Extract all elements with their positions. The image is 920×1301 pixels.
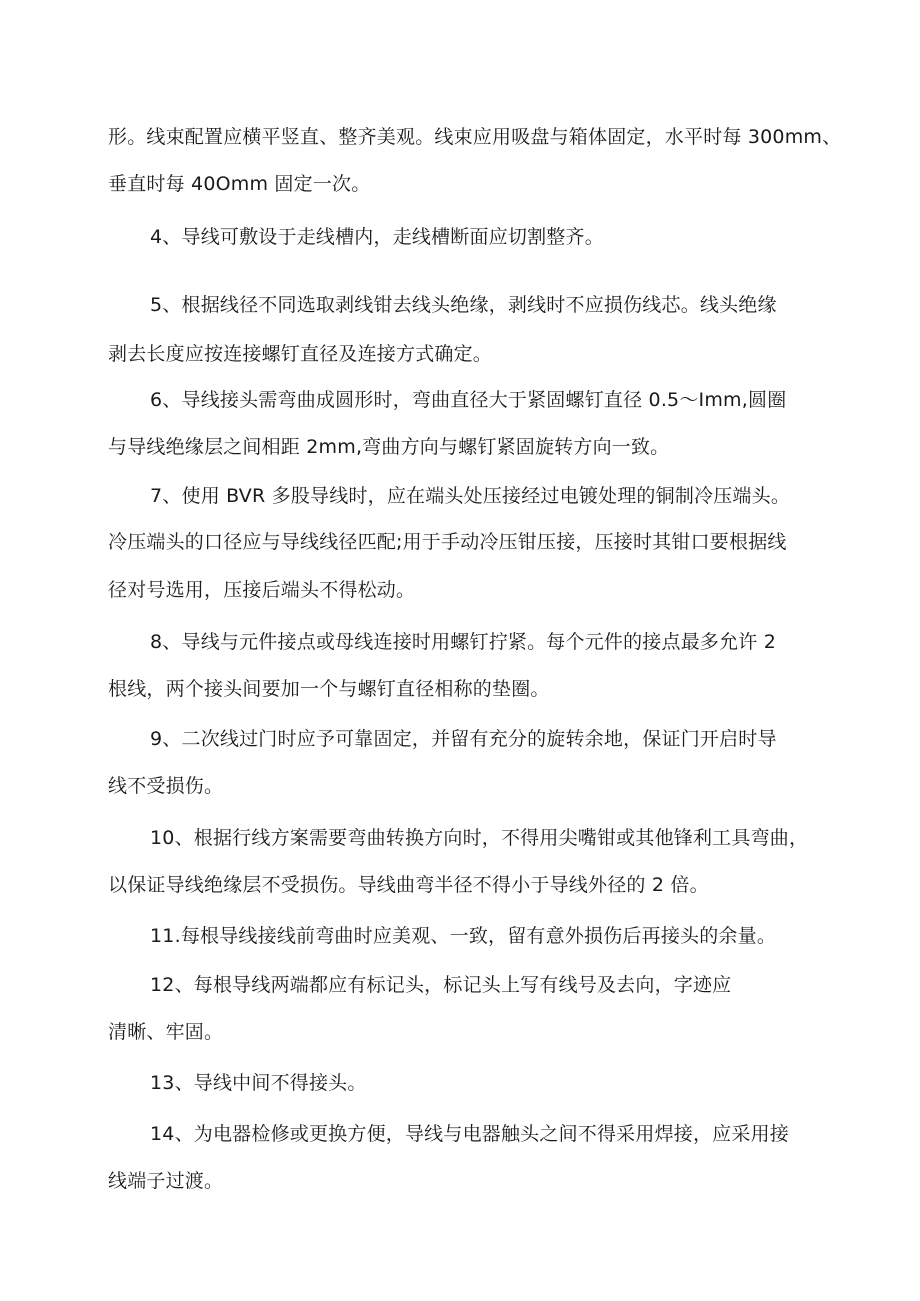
text-line: 径对号选用，压接后端头不得松动。 (108, 579, 416, 601)
text-line: 剥去长度应按连接螺钉直径及连接方式确定。 (108, 343, 493, 365)
text-line: 垂直时每 40Omm 固定一次。 (108, 173, 371, 195)
text-line: 以保证导线绝缘层不受损伤。导线曲弯半径不得小于导线外径的 2 倍。 (108, 874, 709, 896)
text-line: 9、二次线过门时应予可靠固定，并留有充分的旋转余地，保证门开启时导 (150, 728, 777, 750)
text-line: 与导线绝缘层之间相距 2mm,弯曲方向与螺钉紧固旋转方向一致。 (108, 436, 670, 458)
text-line: 14、为电器检修或更换方便，导线与电器触头之间不得采用焊接，应采用接 (150, 1123, 789, 1145)
text-line: 5、根据线径不同选取剥线钳去线头绝缘，剥线时不应损伤线芯。线头绝缘 (150, 294, 777, 316)
text-line: 13、导线中间不得接头。 (150, 1072, 367, 1094)
text-line: 8、导线与元件接点或母线连接时用螺钉拧紧。每个元件的接点最多允许 2 (150, 631, 777, 653)
text-line: 根线，两个接头间要加一个与螺钉直径相称的垫圈。 (108, 678, 550, 700)
text-line: 7、使用 BVR 多股导线时，应在端头处压接经过电镀处理的铜制冷压端头。 (150, 485, 791, 507)
text-line: 冷压端头的口径应与导线线径匹配;用于手动冷压钳压接，压接时其钳口要根据线 (108, 531, 787, 553)
text-line: 线不受损伤。 (108, 775, 224, 797)
text-line: 6、导线接头需弯曲成圆形时，弯曲直径大于紧固螺钉直径 0.5～Imm,圆圈 (150, 389, 787, 411)
text-line: 4、导线可敷设于走线槽内，走线槽断面应切割整齐。 (150, 226, 604, 248)
text-line: 11.每根导线接线前弯曲时应美观、一致，留有意外损伤后再接头的余量。 (150, 925, 777, 947)
text-line: 12、每根导线两端都应有标记头，标记头上写有线号及去向，字迹应 (150, 974, 732, 996)
text-line: 形。线束配置应横平竖直、整齐美观。线束应用吸盘与箱体固定，水平时每 300mm、 (108, 126, 842, 148)
text-line: 10、根据行线方案需要弯曲转换方向时，不得用尖嘴钳或其他锋利工具弯曲， (150, 827, 809, 849)
text-line: 线端子过渡。 (108, 1170, 224, 1192)
text-line: 清晰、牢固。 (108, 1021, 224, 1043)
